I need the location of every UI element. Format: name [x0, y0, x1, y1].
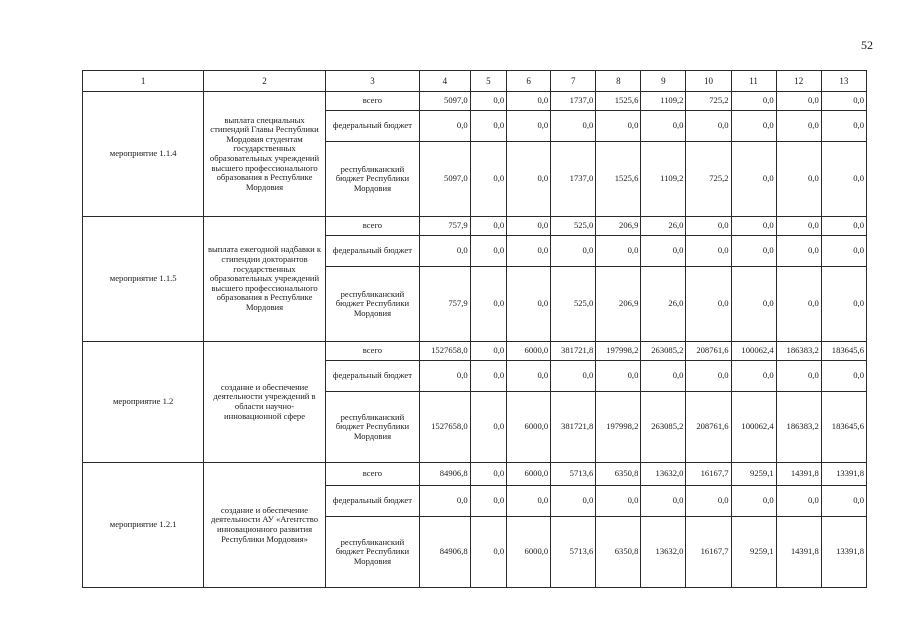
value-cell: 0,0 — [641, 361, 686, 392]
table-row — [83, 92, 867, 111]
value-cell: 0,0 — [507, 92, 551, 111]
value-cell: 0,0 — [776, 236, 821, 267]
event-name-cell: мероприятие 1.2.1 — [83, 463, 204, 588]
value-cell: 5713,6 — [551, 517, 596, 588]
value-cell: 6000,0 — [507, 517, 551, 588]
funding-source-cell: федеральный бюджет — [325, 361, 420, 392]
value-cell: 525,0 — [551, 267, 596, 342]
value-cell: 0,0 — [731, 217, 776, 236]
value-cell: 1109,2 — [641, 142, 686, 217]
funding-source-cell: республиканский бюджет Республики Мордовия — [325, 267, 420, 342]
value-cell: 0,0 — [776, 111, 821, 142]
value-cell: 208761,6 — [686, 342, 731, 361]
value-cell: 0,0 — [686, 217, 731, 236]
value-cell: 0,0 — [507, 361, 551, 392]
value-cell: 0,0 — [470, 486, 507, 517]
value-cell: 0,0 — [507, 486, 551, 517]
value-cell: 0,0 — [731, 486, 776, 517]
value-cell: 0,0 — [776, 142, 821, 217]
value-cell: 13391,8 — [821, 463, 866, 486]
value-cell: 0,0 — [731, 267, 776, 342]
value-cell: 13632,0 — [641, 463, 686, 486]
value-cell: 100062,4 — [731, 342, 776, 361]
value-cell: 1525,6 — [596, 92, 641, 111]
table-row — [83, 463, 867, 486]
event-name-cell: мероприятие 1.2 — [83, 342, 204, 463]
funding-source-cell: федеральный бюджет — [325, 236, 420, 267]
value-cell: 206,9 — [596, 267, 641, 342]
table-row — [83, 217, 867, 236]
column-number: 8 — [596, 71, 641, 92]
value-cell: 16167,7 — [686, 517, 731, 588]
event-name-cell: мероприятие 1.1.5 — [83, 217, 204, 342]
value-cell: 0,0 — [470, 463, 507, 486]
value-cell: 0,0 — [420, 236, 470, 267]
column-number: 1 — [83, 71, 204, 92]
event-description-cell: создание и обеспечение деятельности АУ «Агентство инновационного развития Республики Мордовия» — [204, 463, 325, 588]
value-cell: 16167,7 — [686, 463, 731, 486]
value-cell: 13391,8 — [821, 517, 866, 588]
value-cell: 1737,0 — [551, 142, 596, 217]
value-cell: 9259,1 — [731, 463, 776, 486]
value-cell: 6000,0 — [507, 392, 551, 463]
value-cell: 0,0 — [596, 236, 641, 267]
event-description-cell: выплата ежегодной надбавки к стипендии докторантов государственных образовательных учреждений высшего профессионального образования в Республике Мордовия — [204, 217, 325, 342]
value-cell: 84906,8 — [420, 517, 470, 588]
value-cell: 1525,6 — [596, 142, 641, 217]
value-cell: 26,0 — [641, 267, 686, 342]
value-cell: 0,0 — [596, 486, 641, 517]
value-cell: 5713,6 — [551, 463, 596, 486]
value-cell: 0,0 — [507, 267, 551, 342]
value-cell: 0,0 — [821, 92, 866, 111]
value-cell: 0,0 — [470, 217, 507, 236]
value-cell: 0,0 — [731, 236, 776, 267]
value-cell: 0,0 — [821, 361, 866, 392]
table-row — [83, 342, 867, 361]
value-cell: 206,9 — [596, 217, 641, 236]
value-cell: 0,0 — [420, 361, 470, 392]
value-cell: 197998,2 — [596, 342, 641, 361]
event-description-cell: выплата специальных стипендий Главы Республики Мордовия студентам государственных образовательных учреждений высшего профессионального образования в Республике Мордовия — [204, 92, 325, 217]
column-number: 4 — [420, 71, 470, 92]
value-cell: 14391,8 — [776, 463, 821, 486]
funding-source-cell: всего — [325, 92, 420, 111]
value-cell: 197998,2 — [596, 392, 641, 463]
value-cell: 0,0 — [776, 361, 821, 392]
value-cell: 0,0 — [470, 267, 507, 342]
column-number: 12 — [776, 71, 821, 92]
value-cell: 0,0 — [551, 236, 596, 267]
value-cell: 0,0 — [470, 517, 507, 588]
value-cell: 0,0 — [641, 486, 686, 517]
value-cell: 0,0 — [821, 486, 866, 517]
value-cell: 525,0 — [551, 217, 596, 236]
value-cell: 0,0 — [776, 486, 821, 517]
value-cell: 0,0 — [596, 111, 641, 142]
value-cell: 0,0 — [821, 267, 866, 342]
funding-table — [82, 70, 867, 588]
event-name-cell: мероприятие 1.1.4 — [83, 92, 204, 217]
funding-source-cell: республиканский бюджет Республики Мордовия — [325, 517, 420, 588]
funding-source-cell: всего — [325, 342, 420, 361]
column-number: 9 — [641, 71, 686, 92]
value-cell: 186383,2 — [776, 342, 821, 361]
value-cell: 100062,4 — [731, 392, 776, 463]
value-cell: 0,0 — [686, 111, 731, 142]
value-cell: 0,0 — [731, 142, 776, 217]
value-cell: 0,0 — [551, 486, 596, 517]
funding-source-cell: республиканский бюджет Республики Мордовия — [325, 392, 420, 463]
value-cell: 6000,0 — [507, 463, 551, 486]
value-cell: 0,0 — [821, 236, 866, 267]
value-cell: 1527658,0 — [420, 392, 470, 463]
value-cell: 0,0 — [470, 92, 507, 111]
value-cell: 0,0 — [507, 236, 551, 267]
column-number-row — [83, 71, 867, 92]
value-cell: 6350,8 — [596, 463, 641, 486]
value-cell: 5097,0 — [420, 92, 470, 111]
value-cell: 0,0 — [596, 361, 641, 392]
value-cell: 0,0 — [470, 236, 507, 267]
value-cell: 0,0 — [470, 111, 507, 142]
value-cell: 1527658,0 — [420, 342, 470, 361]
column-number: 2 — [204, 71, 325, 92]
value-cell: 0,0 — [821, 217, 866, 236]
value-cell: 0,0 — [776, 267, 821, 342]
value-cell: 0,0 — [551, 361, 596, 392]
value-cell: 0,0 — [731, 92, 776, 111]
value-cell: 0,0 — [821, 111, 866, 142]
value-cell: 13632,0 — [641, 517, 686, 588]
value-cell: 0,0 — [776, 92, 821, 111]
event-description-cell: создание и обеспечение деятельности учреждений в области научно-инновационной сфере — [204, 342, 325, 463]
value-cell: 381721,8 — [551, 342, 596, 361]
value-cell: 381721,8 — [551, 392, 596, 463]
value-cell: 84906,8 — [420, 463, 470, 486]
column-number: 6 — [507, 71, 551, 92]
column-number: 3 — [325, 71, 420, 92]
value-cell: 0,0 — [470, 361, 507, 392]
funding-source-cell: всего — [325, 463, 420, 486]
value-cell: 0,0 — [686, 267, 731, 342]
value-cell: 26,0 — [641, 217, 686, 236]
value-cell: 5097,0 — [420, 142, 470, 217]
column-number: 7 — [551, 71, 596, 92]
value-cell: 0,0 — [731, 111, 776, 142]
value-cell: 6000,0 — [507, 342, 551, 361]
value-cell: 263085,2 — [641, 342, 686, 361]
value-cell: 1109,2 — [641, 92, 686, 111]
value-cell: 14391,8 — [776, 517, 821, 588]
value-cell: 0,0 — [470, 392, 507, 463]
value-cell: 0,0 — [686, 486, 731, 517]
page-number: 52 — [861, 38, 873, 52]
column-number: 11 — [731, 71, 776, 92]
column-number: 5 — [470, 71, 507, 92]
value-cell: 0,0 — [507, 217, 551, 236]
value-cell: 6350,8 — [596, 517, 641, 588]
value-cell: 186383,2 — [776, 392, 821, 463]
funding-source-cell: федеральный бюджет — [325, 486, 420, 517]
value-cell: 0,0 — [420, 486, 470, 517]
value-cell: 0,0 — [551, 111, 596, 142]
value-cell: 183645,6 — [821, 392, 866, 463]
table-body — [83, 92, 867, 588]
value-cell: 0,0 — [686, 236, 731, 267]
value-cell: 725,2 — [686, 92, 731, 111]
value-cell: 9259,1 — [731, 517, 776, 588]
column-number: 10 — [686, 71, 731, 92]
value-cell: 0,0 — [507, 142, 551, 217]
value-cell: 208761,6 — [686, 392, 731, 463]
value-cell: 0,0 — [470, 142, 507, 217]
value-cell: 0,0 — [470, 342, 507, 361]
funding-source-cell: федеральный бюджет — [325, 111, 420, 142]
value-cell: 1737,0 — [551, 92, 596, 111]
value-cell: 0,0 — [686, 361, 731, 392]
funding-source-cell: всего — [325, 217, 420, 236]
table-header — [83, 71, 867, 92]
value-cell: 183645,6 — [821, 342, 866, 361]
value-cell: 757,9 — [420, 217, 470, 236]
value-cell: 0,0 — [641, 236, 686, 267]
value-cell: 0,0 — [821, 142, 866, 217]
value-cell: 0,0 — [641, 111, 686, 142]
value-cell: 0,0 — [507, 111, 551, 142]
value-cell: 0,0 — [731, 361, 776, 392]
value-cell: 757,9 — [420, 267, 470, 342]
column-number: 13 — [821, 71, 866, 92]
value-cell: 0,0 — [776, 217, 821, 236]
funding-source-cell: республиканский бюджет Республики Мордовия — [325, 142, 420, 217]
value-cell: 0,0 — [420, 111, 470, 142]
value-cell: 725,2 — [686, 142, 731, 217]
value-cell: 263085,2 — [641, 392, 686, 463]
